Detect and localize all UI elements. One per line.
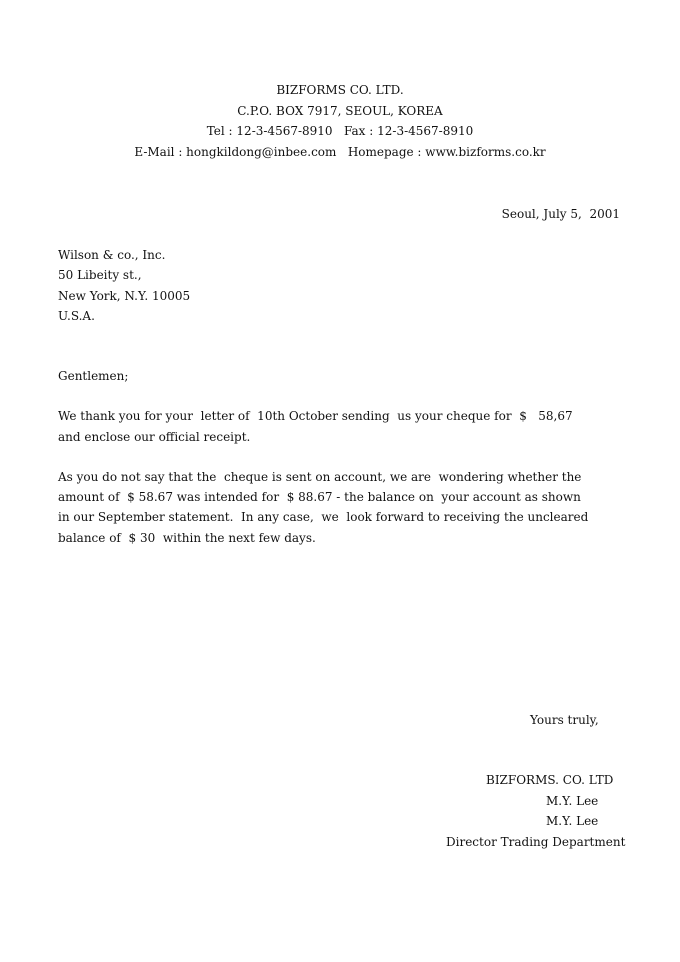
salutation: Gentlemen; bbox=[58, 369, 129, 383]
letterhead-email-homepage: E-Mail : hongkildong@inbee.com Homepage : www.bizforms.co.kr bbox=[134, 145, 546, 159]
letterhead-company: BIZFORMS CO. LTD. bbox=[276, 83, 404, 97]
signature-company: BIZFORMS. CO. LTD bbox=[486, 773, 614, 787]
body-paragraph-2-line-2: amount of $ 58.67 was intended for $ 88.67 - the balance on your account as shown bbox=[58, 490, 581, 504]
body-paragraph-1-line-2: and enclose our official receipt. bbox=[58, 430, 251, 444]
recipient-line-2: 50 Libeity st., bbox=[58, 268, 142, 282]
letterhead-phone-fax: Tel : 12-3-4567-8910 Fax : 12-3-4567-8910 bbox=[206, 124, 474, 138]
recipient-line-3: New York, N.Y. 10005 bbox=[58, 289, 191, 303]
body-paragraph-1-line-1: We thank you for your letter of 10th October sending us your cheque for $ 58,67 bbox=[58, 409, 573, 423]
recipient-line-1: Wilson & co., Inc. bbox=[58, 248, 166, 262]
body-paragraph-2-line-4: balance of $ 30 within the next few days. bbox=[58, 531, 316, 545]
signature-name-2: M.Y. Lee bbox=[546, 814, 599, 828]
signature-name-1: M.Y. Lee bbox=[546, 794, 599, 808]
closing: Yours truly, bbox=[530, 713, 599, 727]
recipient-line-4: U.S.A. bbox=[58, 309, 95, 323]
signature-title: Director Trading Department bbox=[446, 835, 626, 849]
letter-date: Seoul, July 5, 2001 bbox=[501, 207, 620, 221]
body-paragraph-2-line-1: As you do not say that the cheque is sent on account, we are wondering whether the bbox=[58, 470, 582, 484]
letterhead-address: C.P.O. BOX 7917, SEOUL, KOREA bbox=[237, 104, 443, 118]
body-paragraph-2-line-3: in our September statement. In any case, we look forward to receiving the uncleared bbox=[58, 510, 589, 524]
